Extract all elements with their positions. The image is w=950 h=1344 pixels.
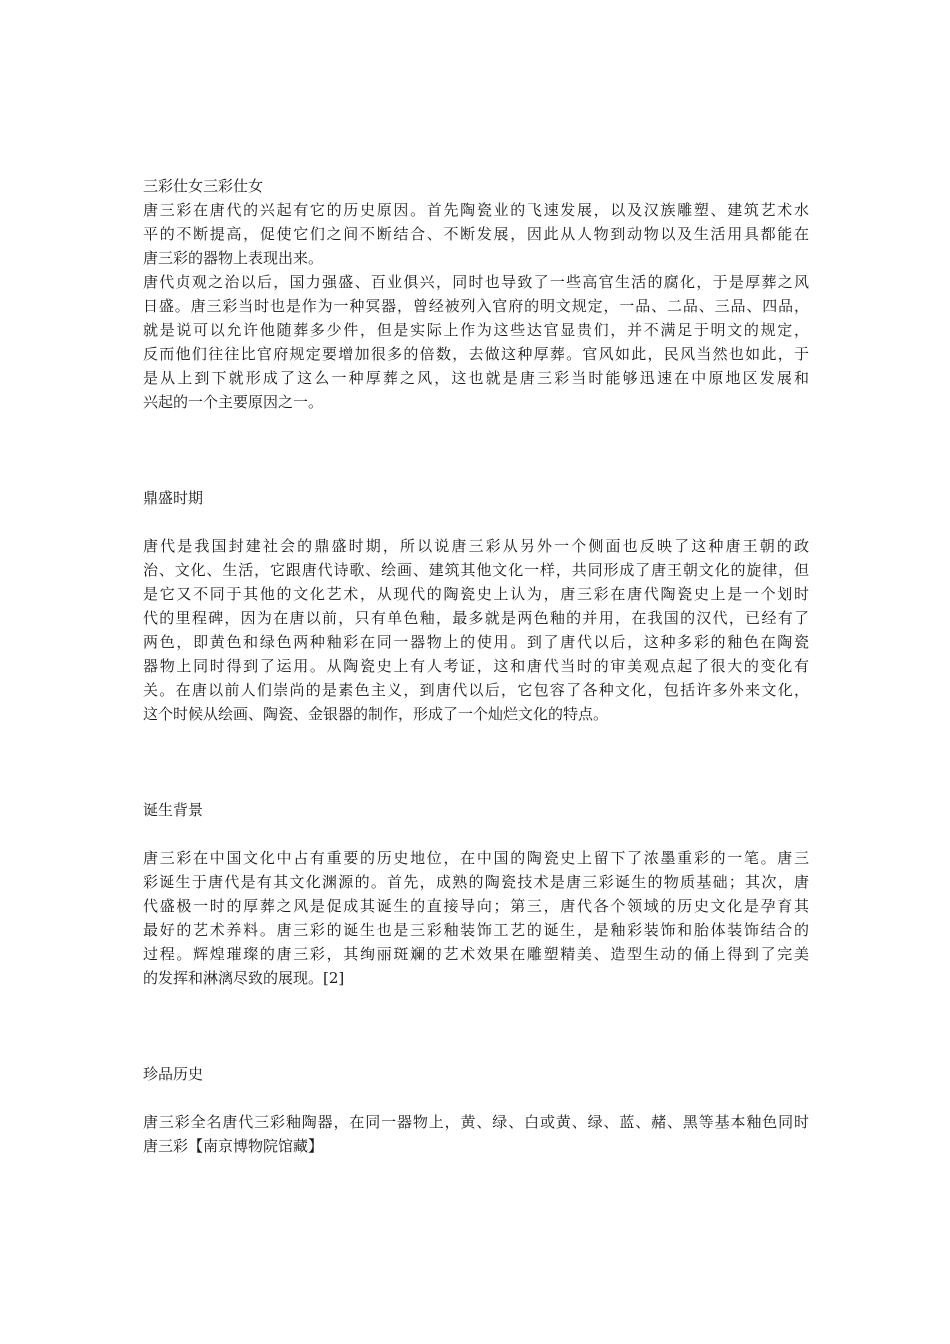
- text-line: 唐代是我国封建社会的鼎盛时期，所以说唐三彩从另外一个侧面也反映了这种唐王朝的政: [143, 537, 809, 555]
- intro-paragraph-2: [143, 270, 809, 414]
- text-line: 兴起的一个主要原因之一。: [143, 393, 324, 411]
- text-line: 就是说可以允许他随葬多少件，但是实际上作为这些达官显贵们，并不满足于明文的规定，: [143, 321, 809, 339]
- spacer: [143, 510, 809, 534]
- text-line: 是它又不同于其他的文化艺术，从现代的陶瓷史上认为，唐三彩在唐代陶瓷史上是一个划时: [143, 585, 809, 603]
- document-page: [143, 174, 809, 1158]
- text-line: 过程。辉煌璀璨的唐三彩，其绚丽斑斓的艺术效果在雕塑精美、造型生动的俑上得到了完美: [143, 945, 809, 963]
- spacer: [143, 822, 809, 846]
- section-paragraph-peak: [143, 534, 809, 726]
- text-line: 代盛极一时的厚葬之风是促成其诞生的直接导向；第三，唐代各个领域的历史文化是孕育其: [143, 897, 809, 915]
- text-line: 反而他们往往比官府规定要增加很多的倍数，去做这种厚葬。官风如此，民风当然也如此，于: [143, 345, 809, 363]
- text-line: 关。在唐以前人们崇尚的是素色主义，到唐代以后，它包容了各种文化，包括许多外来文化，: [143, 681, 809, 699]
- text-line: 治、文化、生活，它跟唐代诗歌、绘画、建筑其他文化一样，共同形成了唐王朝文化的旋律，但: [143, 561, 809, 579]
- text-line: 平的不断提高，促使它们之间不断结合、不断发展，因此从人物到动物以及生活用具都能在: [143, 225, 809, 243]
- text-line: 代的里程碑，因为在唐以前，只有单色釉，最多就是两色釉的并用，在我国的汉代，已经有了: [143, 609, 809, 627]
- text-line: 日盛。唐三彩当时也是作为一种冥器，曾经被列入官府的明文规定，一品、二品、三品、四品，: [143, 297, 809, 315]
- text-line: 两色，即黄色和绿色两种釉彩在同一器物上的使用。到了唐代以后，这种多彩的釉色在陶瓷: [143, 633, 809, 651]
- spacer: [143, 1086, 809, 1110]
- section-heading-birth: 诞生背景: [143, 801, 204, 819]
- section-heading-treasure: 珍品历史: [143, 1065, 204, 1083]
- intro-title: 三彩仕女三彩仕女: [143, 177, 264, 195]
- text-line: 是从上到下就形成了这么一种厚葬之风，这也就是唐三彩当时能够迅速在中原地区发展和: [143, 369, 809, 387]
- text-line: 唐三彩【南京博物院馆藏】: [143, 1137, 324, 1155]
- text-line: 唐三彩在中国文化中占有重要的历史地位，在中国的陶瓷史上留下了浓墨重彩的一笔。唐三: [143, 849, 809, 867]
- text-line: 器物上同时得到了运用。从陶瓷史上有人考证，这和唐代当时的审美观点起了很大的变化有: [143, 657, 809, 675]
- spacer: [143, 990, 809, 1062]
- section-heading-peak: 鼎盛时期: [143, 489, 204, 507]
- section-paragraph-treasure: [143, 1110, 809, 1158]
- text-line: 这个时候从绘画、陶瓷、金银器的制作，形成了一个灿烂文化的特点。: [143, 705, 609, 723]
- intro-paragraph-1: [143, 198, 809, 270]
- text-line: 唐三彩的器物上表现出来。: [143, 249, 324, 267]
- text-line: 唐三彩全名唐代三彩釉陶器，在同一器物上，黄、绿、白或黄、绿、蓝、赭、黑等基本釉色同时: [143, 1113, 809, 1131]
- spacer: [143, 726, 809, 798]
- text-line: 彩诞生于唐代是有其文化渊源的。首先，成熟的陶瓷技术是唐三彩诞生的物质基础；其次，唐: [143, 873, 809, 891]
- text-line: 的发挥和淋漓尽致的展现。[2]: [143, 969, 345, 987]
- text-line: 唐代贞观之治以后，国力强盛、百业俱兴，同时也导致了一些高官生活的腐化，于是厚葬之风: [143, 273, 809, 291]
- text-line: 最好的艺术养料。唐三彩的诞生也是三彩釉装饰工艺的诞生，是釉彩装饰和胎体装饰结合的: [143, 921, 809, 939]
- text-line: 唐三彩在唐代的兴起有它的历史原因。首先陶瓷业的飞速发展，以及汉族雕塑、建筑艺术水: [143, 201, 809, 219]
- spacer: [143, 414, 809, 486]
- section-paragraph-birth: [143, 846, 809, 990]
